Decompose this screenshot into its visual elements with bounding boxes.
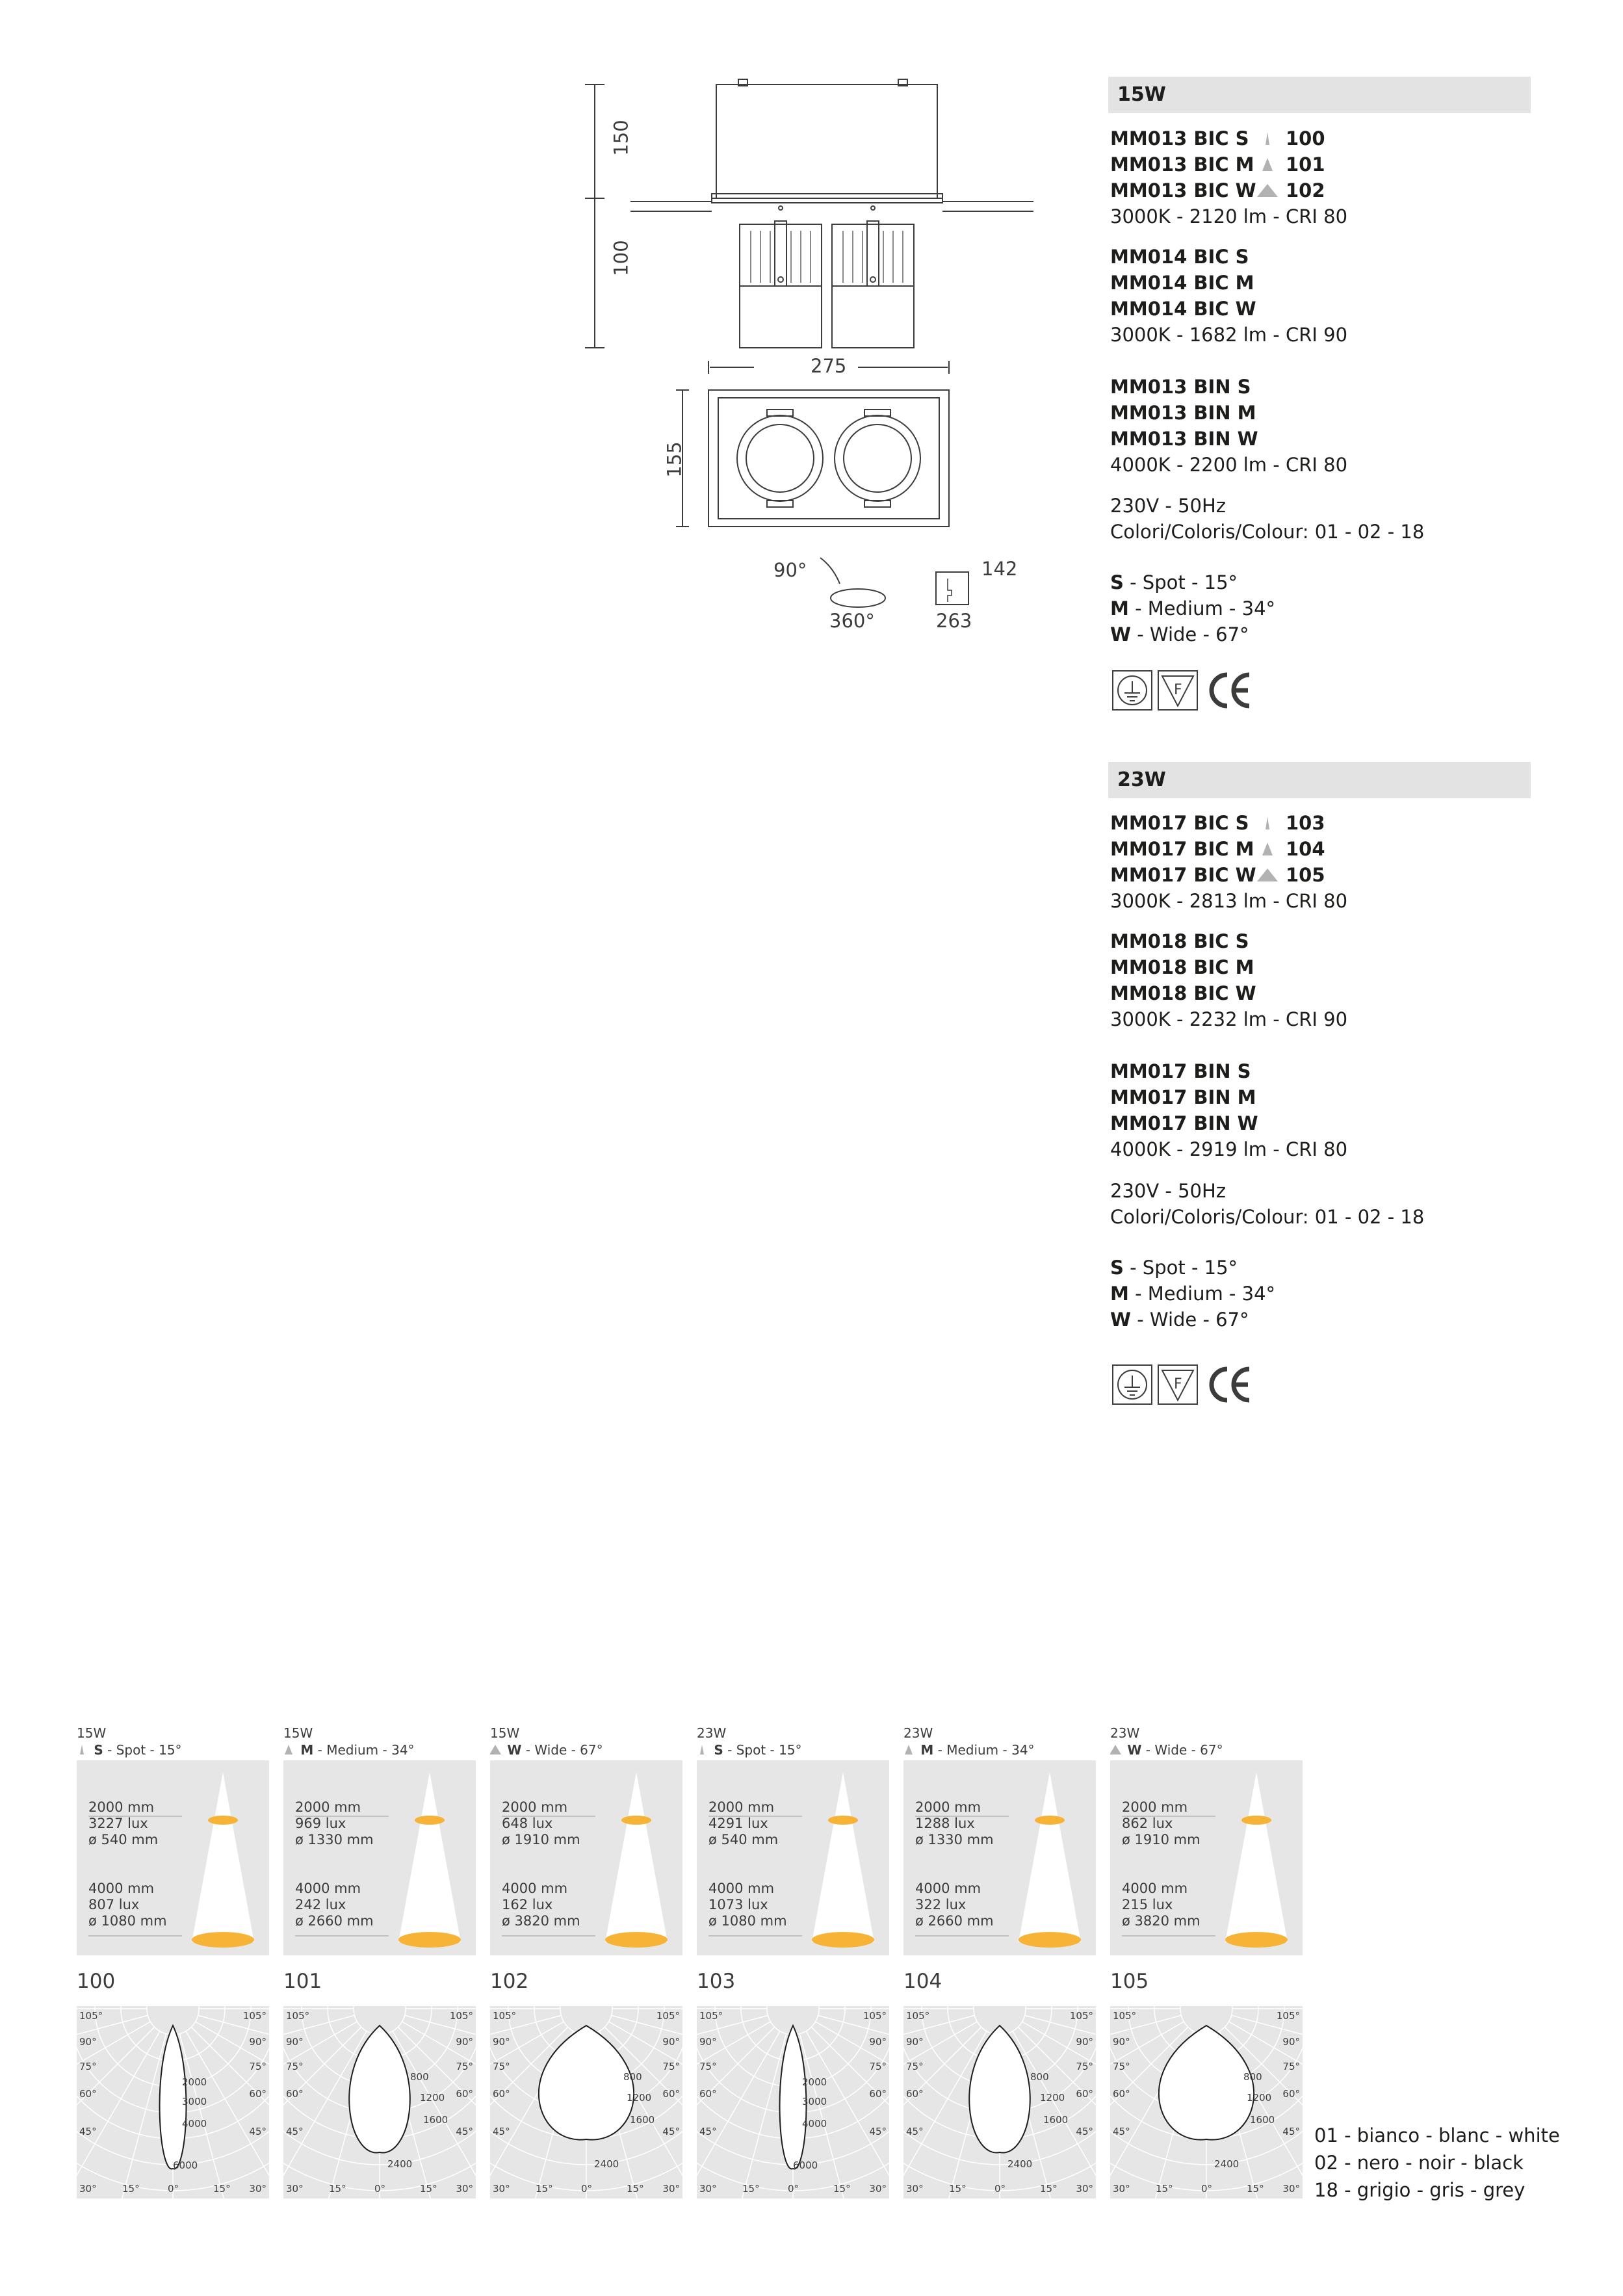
polar-angle-label: 60° <box>906 2088 924 2100</box>
polar-angle-label: 75° <box>249 2061 266 2072</box>
polar-diagram <box>283 2006 476 2198</box>
polar-angle-label: 45° <box>869 2126 887 2137</box>
medium-beam-icon <box>1256 841 1279 857</box>
polar-angle-label: 60° <box>1113 2088 1130 2100</box>
polar-angle-label: 15° <box>1156 2183 1173 2195</box>
polar-angle-label: 75° <box>79 2061 97 2072</box>
polar-scale-label: 800 <box>410 2071 429 2083</box>
polar-scale-label: 800 <box>1243 2071 1262 2083</box>
photometry-power: 15W <box>77 1725 107 1741</box>
photometric-ref: 105 <box>1286 864 1325 886</box>
beam-medium: M - Medium - 34° <box>1110 1283 1276 1305</box>
polar-angle-label: 30° <box>456 2183 473 2195</box>
polar-angle-label: 60° <box>1282 2088 1300 2100</box>
polar-angle-label: 30° <box>1113 2183 1130 2195</box>
photometric-ref-number: 104 <box>903 1970 942 1993</box>
polar-angle-label: 60° <box>662 2088 680 2100</box>
polar-angle-label: 75° <box>1282 2061 1300 2072</box>
illuminance-value: ø 3820 mm <box>502 1913 580 1929</box>
spec-line: 4000K - 2919 lm - CRI 80 <box>1110 1138 1348 1160</box>
polar-angle-label: 105° <box>286 2010 310 2022</box>
beam-description: - Wide - 67° <box>521 1742 603 1758</box>
product-code: MM013 BIC M <box>1110 153 1254 176</box>
polar-angle-label: 90° <box>1113 2036 1130 2048</box>
beam-spot: S - Spot - 15° <box>1110 1257 1238 1279</box>
photometry-beam <box>1110 1742 1223 1758</box>
polar-scale-label: 1600 <box>423 2114 448 2126</box>
power-spec: 230V - 50Hz <box>1110 1180 1227 1202</box>
polar-scale-label: 1600 <box>1250 2114 1275 2126</box>
section-header-15w: 15W <box>1108 77 1531 113</box>
colour-legend-white: 01 - bianco - blanc - white <box>1314 2124 1560 2146</box>
polar-angle-label: 15° <box>329 2183 346 2195</box>
medium-beam-icon <box>1256 157 1279 172</box>
illuminance-value: 969 lux <box>295 1816 346 1831</box>
product-code: MM013 BIC S <box>1110 127 1249 150</box>
polar-curve-grid <box>283 2006 476 2198</box>
beam-description: - Wide - 67° <box>1141 1742 1223 1758</box>
photometry-power: 15W <box>490 1725 520 1741</box>
polar-angle-label: 45° <box>493 2126 510 2137</box>
polar-angle-label: 0° <box>374 2183 386 2195</box>
beam-letter: S <box>714 1742 723 1758</box>
polar-angle-label: 15° <box>1040 2183 1058 2195</box>
polar-scale-label: 1200 <box>420 2092 445 2104</box>
polar-angle-label: 30° <box>79 2183 97 2195</box>
certification-icons <box>1111 670 1254 715</box>
polar-angle-label: 75° <box>286 2061 304 2072</box>
polar-angle-label: 15° <box>949 2183 967 2195</box>
polar-angle-label: 75° <box>493 2061 510 2072</box>
illuminance-value: 4291 lux <box>708 1816 768 1831</box>
polar-angle-label: 45° <box>1076 2126 1093 2137</box>
illuminance-panel <box>697 1760 889 1955</box>
dim-width: 275 <box>811 355 847 377</box>
cutout-dim-b: 263 <box>936 610 972 632</box>
polar-scale-label: 2400 <box>594 2158 619 2170</box>
photometric-ref: 104 <box>1286 838 1325 860</box>
illuminance-value: 1288 lux <box>915 1816 975 1831</box>
colour-options: Colori/Coloris/Colour: 01 - 02 - 18 <box>1110 1206 1425 1228</box>
svg-text:F: F <box>1174 682 1182 698</box>
polar-angle-label: 60° <box>456 2088 473 2100</box>
polar-angle-label: 45° <box>906 2126 924 2137</box>
polar-angle-label: 0° <box>168 2183 179 2195</box>
polar-angle-label: 15° <box>742 2183 760 2195</box>
polar-angle-label: 30° <box>906 2183 924 2195</box>
photometric-ref-number: 105 <box>1110 1970 1149 1993</box>
polar-angle-label: 45° <box>699 2126 717 2137</box>
beam-triangle-icon <box>697 1744 710 1756</box>
polar-angle-label: 60° <box>869 2088 887 2100</box>
illuminance-value: 4000 mm <box>708 1881 775 1896</box>
spec-line: 3000K - 2120 lm - CRI 80 <box>1110 205 1348 228</box>
polar-angle-label: 60° <box>1076 2088 1093 2100</box>
illuminance-value: ø 1910 mm <box>502 1832 580 1847</box>
photometric-ref: 103 <box>1286 812 1325 834</box>
illuminance-value: 3227 lux <box>88 1816 148 1831</box>
polar-angle-label: 90° <box>79 2036 97 2048</box>
polar-angle-label: 30° <box>286 2183 304 2195</box>
polar-angle-label: 60° <box>79 2088 97 2100</box>
polar-scale-label: 3000 <box>802 2096 827 2107</box>
product-code: MM017 BIN S <box>1110 1060 1251 1082</box>
dim-depth: 155 <box>663 441 686 478</box>
polar-angle-label: 45° <box>662 2126 680 2137</box>
polar-angle-label: 30° <box>699 2183 717 2195</box>
colour-legend-grey: 18 - grigio - gris - grey <box>1314 2179 1526 2201</box>
polar-angle-label: 75° <box>906 2061 924 2072</box>
product-code: MM018 BIC S <box>1110 930 1249 952</box>
photometry-beam <box>697 1742 802 1758</box>
polar-scale-label: 3000 <box>182 2096 207 2107</box>
illuminance-value: 2000 mm <box>88 1799 155 1815</box>
photometric-ref-number: 101 <box>283 1970 322 1993</box>
polar-angle-label: 30° <box>249 2183 266 2195</box>
beam-letter: W <box>1127 1742 1142 1758</box>
beam-spot-ellipse <box>605 1932 668 1948</box>
beam-letter: W <box>507 1742 522 1758</box>
beam-description: - Medium - 34° <box>933 1742 1035 1758</box>
polar-curve-grid <box>490 2006 682 2198</box>
polar-scale-label: 2000 <box>182 2076 207 2088</box>
polar-angle-label: 45° <box>79 2126 97 2137</box>
product-code: MM013 BIN S <box>1110 376 1251 398</box>
polar-diagram <box>1110 2006 1303 2198</box>
beam-wide: W - Wide - 67° <box>1110 623 1249 646</box>
polar-angle-label: 75° <box>869 2061 887 2072</box>
polar-scale-label: 1200 <box>1247 2092 1272 2104</box>
product-code: MM017 BIN M <box>1110 1086 1256 1108</box>
illuminance-value: ø 1080 mm <box>88 1913 167 1929</box>
polar-angle-label: 90° <box>1076 2036 1093 2048</box>
illuminance-value: 1073 lux <box>708 1897 768 1912</box>
polar-angle-label: 90° <box>869 2036 887 2048</box>
narrow-beam-icon <box>1256 131 1279 146</box>
beam-triangle-icon <box>1110 1744 1123 1756</box>
polar-angle-label: 30° <box>493 2183 510 2195</box>
beam-spot-ellipse <box>415 1816 445 1825</box>
illuminance-value: 242 lux <box>295 1897 346 1912</box>
spec-line: 3000K - 2232 lm - CRI 90 <box>1110 1008 1348 1030</box>
beam-spot-ellipse <box>208 1816 238 1825</box>
polar-scale-label: 1200 <box>1040 2092 1065 2104</box>
polar-angle-label: 15° <box>213 2183 231 2195</box>
spec-line: 4000K - 2200 lm - CRI 80 <box>1110 454 1348 476</box>
wide-beam-icon <box>1256 867 1279 883</box>
photometric-ref-number: 102 <box>490 1970 529 1993</box>
intensity-curve <box>1159 2026 1254 2140</box>
polar-angle-label: 75° <box>699 2061 717 2072</box>
illuminance-value: ø 1330 mm <box>295 1832 374 1847</box>
product-code: MM014 BIC M <box>1110 272 1254 294</box>
polar-angle-label: 60° <box>249 2088 266 2100</box>
product-code: MM017 BIC S <box>1110 812 1249 834</box>
illuminance-value: ø 2660 mm <box>295 1913 374 1929</box>
illuminance-value: 2000 mm <box>915 1799 981 1815</box>
photometry-beam <box>77 1742 182 1758</box>
photometric-ref-number: 100 <box>77 1970 116 1993</box>
polar-angle-label: 45° <box>1113 2126 1130 2137</box>
polar-angle-label: 90° <box>699 2036 717 2048</box>
polar-angle-label: 105° <box>699 2010 723 2022</box>
polar-scale-label: 800 <box>1030 2071 1049 2083</box>
illuminance-value: 2000 mm <box>1122 1799 1188 1815</box>
polar-scale-label: 800 <box>623 2071 642 2083</box>
product-code: MM013 BIN W <box>1110 428 1258 450</box>
colour-options: Colori/Coloris/Colour: 01 - 02 - 18 <box>1110 521 1425 543</box>
spec-line: 3000K - 2813 lm - CRI 80 <box>1110 890 1348 912</box>
illuminance-panel <box>1110 1760 1303 1955</box>
polar-angle-label: 90° <box>249 2036 266 2048</box>
beam-spot-ellipse <box>812 1932 874 1948</box>
illuminance-value: ø 3820 mm <box>1122 1913 1201 1929</box>
polar-angle-label: 45° <box>286 2126 304 2137</box>
illuminance-value: 4000 mm <box>502 1881 568 1896</box>
illuminance-value: 215 lux <box>1122 1897 1173 1912</box>
polar-angle-label: 30° <box>1076 2183 1093 2195</box>
beam-spot-ellipse <box>828 1816 858 1825</box>
photometry-power: 23W <box>1110 1725 1140 1741</box>
polar-scale-label: 4000 <box>182 2118 207 2130</box>
technical-drawing <box>565 65 1085 653</box>
polar-angle-label: 45° <box>249 2126 266 2137</box>
svg-text:F: F <box>1174 1376 1182 1392</box>
polar-angle-label: 90° <box>286 2036 304 2048</box>
beam-triangle-icon <box>490 1744 503 1756</box>
polar-angle-label: 105° <box>1113 2010 1137 2022</box>
beam-spot: S - Spot - 15° <box>1110 571 1238 594</box>
illuminance-value: 4000 mm <box>295 1881 361 1896</box>
polar-angle-label: 45° <box>456 2126 473 2137</box>
polar-angle-label: 0° <box>581 2183 593 2195</box>
polar-angle-label: 60° <box>493 2088 510 2100</box>
illuminance-panel <box>283 1760 476 1955</box>
polar-diagram <box>903 2006 1096 2198</box>
polar-curve-grid <box>1110 2006 1303 2198</box>
beam-description: - Spot - 15° <box>103 1742 182 1758</box>
polar-angle-label: 30° <box>1282 2183 1300 2195</box>
polar-scale-label: 6000 <box>793 2159 818 2171</box>
illuminance-value: 2000 mm <box>502 1799 568 1815</box>
polar-scale-label: 2400 <box>1214 2158 1240 2170</box>
polar-angle-label: 30° <box>662 2183 680 2195</box>
polar-angle-label: 105° <box>863 2010 887 2022</box>
beam-medium: M - Medium - 34° <box>1110 597 1276 620</box>
polar-angle-label: 105° <box>449 2010 473 2022</box>
polar-diagram <box>77 2006 269 2198</box>
polar-scale-label: 1200 <box>627 2092 652 2104</box>
beam-description: - Medium - 34° <box>313 1742 415 1758</box>
polar-angle-label: 75° <box>662 2061 680 2072</box>
photometric-ref-number: 103 <box>697 1970 736 1993</box>
product-code: MM014 BIC W <box>1110 298 1256 320</box>
certification-icons <box>1111 1364 1254 1409</box>
illuminance-panel <box>77 1760 269 1955</box>
polar-angle-label: 15° <box>420 2183 437 2195</box>
polar-angle-label: 60° <box>286 2088 304 2100</box>
polar-angle-label: 15° <box>122 2183 140 2195</box>
polar-scale-label: 6000 <box>173 2159 198 2171</box>
polar-angle-label: 75° <box>1076 2061 1093 2072</box>
illuminance-value: 2000 mm <box>295 1799 361 1815</box>
beam-wide: W - Wide - 67° <box>1110 1309 1249 1331</box>
illuminance-value: 4000 mm <box>88 1881 155 1896</box>
polar-scale-label: 1600 <box>630 2114 655 2126</box>
tilt-angle: 90° <box>773 559 807 581</box>
illuminance-panel <box>903 1760 1096 1955</box>
product-code: MM017 BIC M <box>1110 838 1254 860</box>
polar-diagram <box>490 2006 682 2198</box>
polar-angle-label: 0° <box>788 2183 799 2195</box>
dim-head-height: 100 <box>610 240 632 276</box>
product-code: MM017 BIC W <box>1110 864 1256 886</box>
colour-legend-black: 02 - nero - noir - black <box>1314 2152 1524 2174</box>
polar-scale-label: 4000 <box>802 2118 827 2130</box>
beam-description: - Spot - 15° <box>723 1742 802 1758</box>
polar-angle-label: 105° <box>906 2010 930 2022</box>
polar-angle-label: 105° <box>79 2010 103 2022</box>
photometric-ref: 102 <box>1286 179 1325 202</box>
product-code: MM018 BIC W <box>1110 982 1256 1004</box>
polar-angle-label: 90° <box>493 2036 510 2048</box>
polar-angle-label: 0° <box>994 2183 1006 2195</box>
illuminance-value: ø 540 mm <box>88 1832 159 1847</box>
photometry-power: 15W <box>283 1725 313 1741</box>
spec-line: 3000K - 1682 lm - CRI 90 <box>1110 324 1348 346</box>
product-code: MM013 BIN M <box>1110 402 1256 424</box>
polar-angle-label: 0° <box>1201 2183 1213 2195</box>
illuminance-value: 162 lux <box>502 1897 553 1912</box>
illuminance-value: ø 1330 mm <box>915 1832 994 1847</box>
beam-spot-ellipse <box>398 1932 461 1948</box>
beam-spot-ellipse <box>1019 1932 1081 1948</box>
polar-angle-label: 90° <box>662 2036 680 2048</box>
narrow-beam-icon <box>1256 815 1279 831</box>
photometric-ref: 101 <box>1286 153 1325 176</box>
polar-angle-label: 90° <box>1282 2036 1300 2048</box>
section-header-23w: 23W <box>1108 762 1531 798</box>
beam-triangle-icon <box>283 1744 296 1756</box>
beam-letter: M <box>920 1742 934 1758</box>
photometry-beam <box>490 1742 603 1758</box>
beam-spot-ellipse <box>1035 1816 1065 1825</box>
wide-beam-icon <box>1256 183 1279 198</box>
power-spec: 230V - 50Hz <box>1110 495 1227 517</box>
photometry-power: 23W <box>903 1725 933 1741</box>
beam-letter: M <box>300 1742 314 1758</box>
product-code: MM013 BIC W <box>1110 179 1256 202</box>
polar-scale-label: 2400 <box>387 2158 413 2170</box>
polar-angle-label: 105° <box>1276 2010 1300 2022</box>
illuminance-value: 4000 mm <box>915 1881 981 1896</box>
beam-spot-ellipse <box>192 1932 254 1948</box>
product-code: MM017 BIN W <box>1110 1112 1258 1134</box>
illuminance-value: ø 1910 mm <box>1122 1832 1201 1847</box>
photometric-ref: 100 <box>1286 127 1325 150</box>
polar-angle-label: 90° <box>906 2036 924 2048</box>
illuminance-value: 648 lux <box>502 1816 553 1831</box>
polar-diagram <box>697 2006 889 2198</box>
polar-angle-label: 105° <box>493 2010 517 2022</box>
illuminance-value: 322 lux <box>915 1897 967 1912</box>
polar-curve-grid <box>903 2006 1096 2198</box>
beam-spot-ellipse <box>1241 1816 1271 1825</box>
polar-angle-label: 105° <box>242 2010 266 2022</box>
polar-scale-label: 2000 <box>802 2076 827 2088</box>
cutout-dim-a: 142 <box>981 558 1018 580</box>
polar-scale-label: 2400 <box>1007 2158 1033 2170</box>
polar-angle-label: 90° <box>456 2036 473 2048</box>
beam-spot-ellipse <box>1225 1932 1288 1948</box>
product-code: MM014 BIC S <box>1110 246 1249 268</box>
polar-angle-label: 105° <box>1069 2010 1093 2022</box>
beam-letter: S <box>94 1742 103 1758</box>
polar-angle-label: 45° <box>1282 2126 1300 2137</box>
polar-angle-label: 15° <box>627 2183 644 2195</box>
beam-spot-ellipse <box>621 1816 651 1825</box>
photometry-power: 23W <box>697 1725 727 1741</box>
polar-angle-label: 15° <box>536 2183 553 2195</box>
illuminance-value: ø 540 mm <box>708 1832 779 1847</box>
photometry-beam <box>903 1742 1035 1758</box>
illuminance-value: 807 lux <box>88 1897 140 1912</box>
polar-angle-label: 15° <box>1247 2183 1264 2195</box>
polar-angle-label: 30° <box>869 2183 887 2195</box>
illuminance-value: 2000 mm <box>708 1799 775 1815</box>
illuminance-value: 862 lux <box>1122 1816 1173 1831</box>
photometry-beam <box>283 1742 415 1758</box>
beam-triangle-icon <box>77 1744 90 1756</box>
polar-angle-label: 75° <box>456 2061 473 2072</box>
polar-angle-label: 15° <box>833 2183 851 2195</box>
polar-scale-label: 1600 <box>1043 2114 1069 2126</box>
rotation-angle: 360° <box>829 610 875 632</box>
illuminance-value: ø 2660 mm <box>915 1913 994 1929</box>
illuminance-value: 4000 mm <box>1122 1881 1188 1896</box>
product-code: MM018 BIC M <box>1110 956 1254 978</box>
illuminance-panel <box>490 1760 682 1955</box>
polar-angle-label: 75° <box>1113 2061 1130 2072</box>
intensity-curve <box>539 2026 634 2140</box>
polar-angle-label: 60° <box>699 2088 717 2100</box>
dim-body-height: 150 <box>610 120 632 156</box>
illuminance-value: ø 1080 mm <box>708 1913 787 1929</box>
beam-triangle-icon <box>903 1744 916 1756</box>
polar-angle-label: 105° <box>656 2010 680 2022</box>
